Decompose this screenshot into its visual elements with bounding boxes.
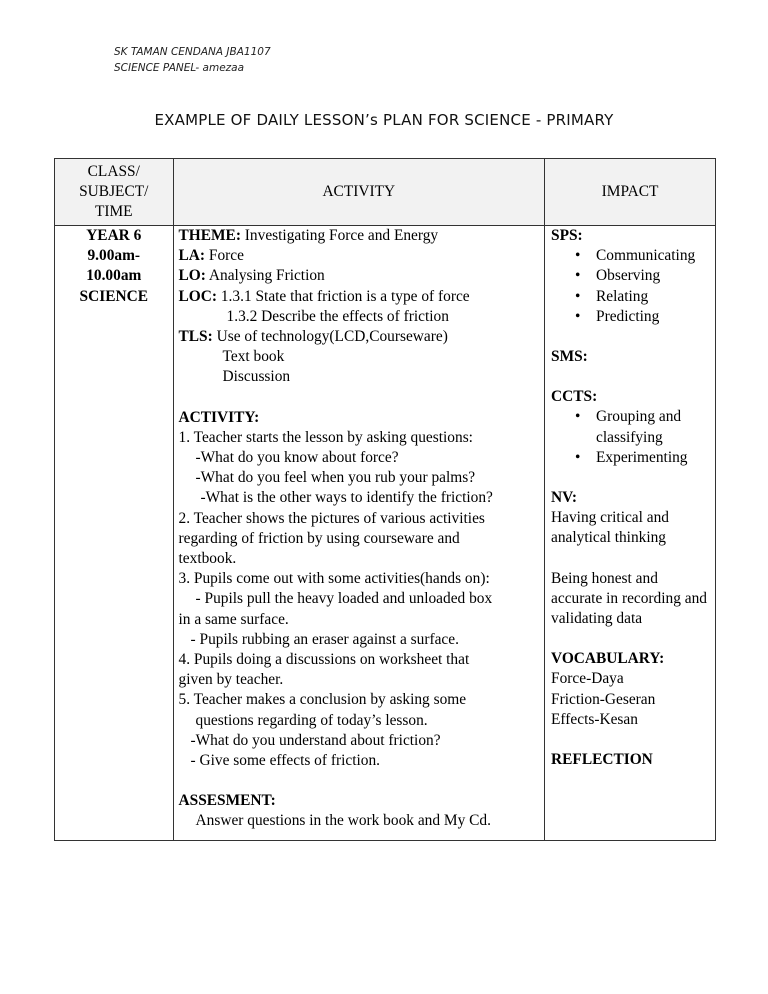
table-header-row bbox=[55, 159, 716, 226]
activity-label: ACTIVITY: bbox=[178, 408, 260, 426]
vocabulary-item: Friction-Geseran bbox=[551, 690, 656, 708]
spacer bbox=[551, 468, 715, 488]
sps-item: • Relating bbox=[551, 287, 704, 307]
la-line bbox=[179, 246, 545, 266]
theme-line bbox=[179, 226, 545, 246]
activity-step: -What do you know about force? bbox=[195, 449, 399, 467]
header-class-cell bbox=[55, 159, 174, 226]
impact-cell bbox=[545, 226, 716, 841]
spacer bbox=[179, 388, 545, 408]
class-info-line: SCIENCE bbox=[79, 287, 148, 305]
tls-line bbox=[179, 327, 545, 347]
activity-step: - Give some effects of friction. bbox=[190, 752, 380, 770]
loc-line bbox=[179, 287, 545, 307]
spacer bbox=[551, 730, 715, 750]
activity-step: - Pupils rubbing an eraser against a surface. bbox=[190, 630, 459, 648]
tls-label: TLS: bbox=[178, 328, 213, 346]
activity-step: - Pupils pull the heavy loaded and unloaded box bbox=[195, 590, 493, 608]
activity-step: questions regarding of today’s lesson. bbox=[195, 711, 428, 729]
activity-step: 2. Teacher shows the pictures of various activities bbox=[178, 509, 485, 527]
nv-value: Being honest and accurate in recording and validating data bbox=[551, 569, 707, 628]
spacer bbox=[551, 549, 715, 569]
header-class-line: SUBJECT/ bbox=[79, 182, 149, 200]
activity-step: 5. Teacher makes a conclusion by asking some bbox=[178, 691, 467, 709]
la-value: Force bbox=[205, 247, 244, 265]
spacer bbox=[179, 771, 545, 791]
loc-value: 1.3.1 State that friction is a type of force bbox=[217, 287, 470, 305]
activity-step: -What do you understand about friction? bbox=[190, 731, 441, 749]
header-impact-cell: IMPACT bbox=[545, 159, 716, 226]
table-body-row bbox=[55, 226, 716, 841]
sms-label: SMS: bbox=[551, 348, 588, 366]
activity-step: 3. Pupils come out with some activities(hands on): bbox=[178, 570, 490, 588]
activity-step: -What do you feel when you rub your palms? bbox=[195, 469, 476, 487]
ccts-item: • Grouping and classifying bbox=[551, 407, 704, 447]
activity-cell bbox=[173, 226, 545, 841]
activity-step: 4. Pupils doing a discussions on worksheet that bbox=[178, 651, 470, 669]
lo-line bbox=[179, 266, 545, 286]
vocabulary-label: VOCABULARY: bbox=[551, 650, 665, 668]
reflection-label: REFLECTION bbox=[551, 751, 653, 769]
header-class-line: CLASS/ bbox=[87, 162, 140, 180]
nv-label: NV: bbox=[551, 489, 577, 507]
vocabulary-item: Force-Daya bbox=[551, 670, 624, 688]
class-info-line: 9.00am- bbox=[87, 247, 141, 265]
class-info-line: 10.00am bbox=[86, 267, 142, 285]
header-activity-cell: ACTIVITY bbox=[173, 159, 545, 226]
sps-item: • Observing bbox=[551, 266, 704, 286]
activity-step: -What is the other ways to identify the friction? bbox=[200, 489, 493, 507]
nv-value: Having critical and analytical thinking bbox=[551, 509, 669, 547]
activity-step: regarding of friction by using courseware and bbox=[178, 529, 460, 547]
lo-value: Analysing Friction bbox=[205, 267, 325, 285]
assessment-text: Answer questions in the work book and My Cd. bbox=[195, 812, 491, 830]
class-info-line: YEAR 6 bbox=[86, 227, 142, 244]
tls-line-2: Text book bbox=[222, 348, 285, 366]
activity-step: 1. Teacher starts the lesson by asking questions: bbox=[178, 428, 473, 446]
theme-label: THEME: bbox=[178, 227, 241, 244]
class-info-cell bbox=[55, 226, 174, 841]
activity-step: textbook. bbox=[178, 550, 237, 568]
school-name: SK TAMAN CENDANA JBA1107 bbox=[114, 46, 271, 58]
spacer bbox=[551, 367, 715, 387]
lesson-plan-table bbox=[54, 158, 716, 841]
sps-item: • Predicting bbox=[551, 307, 704, 327]
loc-label: LOC: bbox=[178, 287, 218, 305]
activity-step: given by teacher. bbox=[178, 671, 284, 689]
sps-label: SPS: bbox=[551, 227, 583, 244]
page-title: EXAMPLE OF DAILY LESSON’s PLAN FOR SCIENCE - PRIMARY bbox=[154, 111, 614, 129]
sps-list bbox=[551, 246, 715, 327]
tls-line-3: Discussion bbox=[222, 368, 291, 386]
loc-line-2: 1.3.2 Describe the effects of friction bbox=[226, 307, 449, 325]
ccts-item: • Experimenting bbox=[551, 448, 704, 468]
assessment-label: ASSESMENT: bbox=[178, 792, 276, 810]
panel-name: SCIENCE PANEL- amezaa bbox=[114, 62, 245, 74]
spacer bbox=[551, 327, 715, 347]
vocabulary-item: Effects-Kesan bbox=[551, 710, 638, 728]
ccts-list bbox=[551, 407, 715, 468]
la-label: LA: bbox=[178, 247, 206, 265]
sps-item: • Communicating bbox=[551, 246, 704, 266]
spacer bbox=[551, 629, 715, 649]
header-class-line: TIME bbox=[94, 203, 133, 221]
theme-value: Investigating Force and Energy bbox=[240, 227, 439, 244]
tls-value: Use of technology(LCD,Courseware) bbox=[212, 328, 448, 346]
ccts-label: CCTS: bbox=[551, 388, 598, 406]
activity-step: in a same surface. bbox=[178, 610, 289, 628]
lo-label: LO: bbox=[178, 267, 206, 285]
